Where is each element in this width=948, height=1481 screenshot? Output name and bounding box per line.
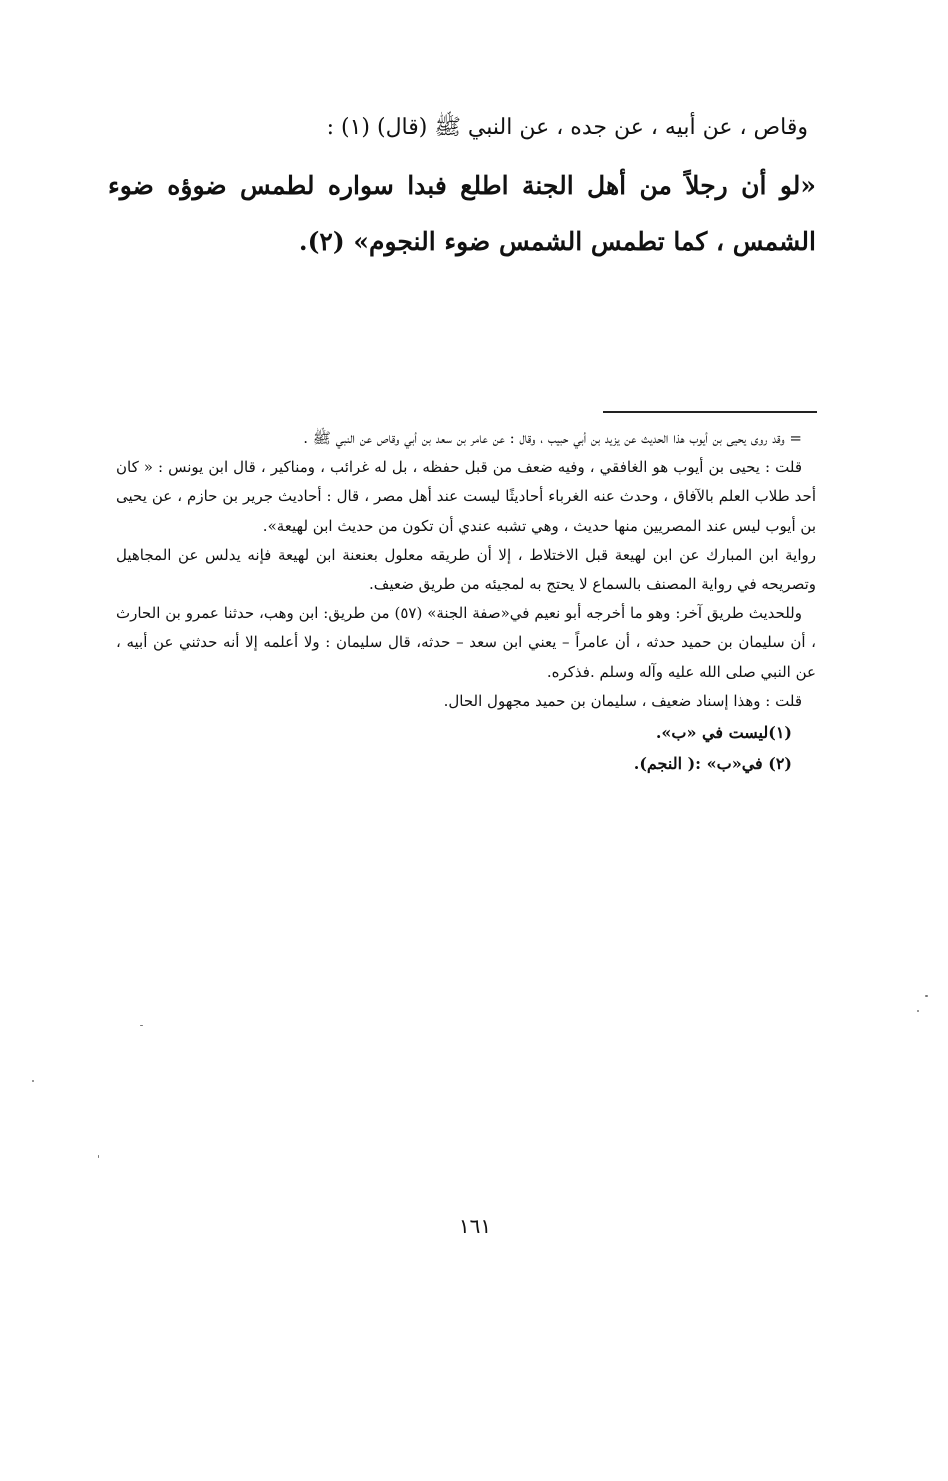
intro-line: وقاص ، عن أبيه ، عن جده ، عن النبي ﷺ (قال) (١) : [326, 115, 808, 140]
footnote-separator [603, 411, 817, 413]
note-paragraph-5: قلت : وهذا إسناد ضعيف ، سليمان بن حميد مجهول الحال. [443, 691, 802, 710]
page-number: ١٦١ [458, 1214, 492, 1238]
notes-section [116, 424, 816, 778]
scan-speck [140, 1025, 143, 1026]
footnote-2: (٢) في«ب» :( النجم). [633, 754, 792, 774]
note-paragraph-1: = وقد روى يحيى بن أيوب هذا الحديث عن يزيد بن أبي حبيب ، وقال : عن عامر بن سعد بن أبي وقاص عن النبي ﷺ . [303, 429, 802, 447]
scan-speck [98, 1155, 99, 1158]
hadith-text: «لو أن رجلاً من أهل الجنة اطلع فبدا سواره لطمس ضوؤه ضوء الشمس ، كما تطمس الشمس ضوء النجوم» (٢). [108, 171, 816, 256]
note-paragraph-4: وللحديث طريق آخر: وهو ما أخرجه أبو نعيم في«صفة الجنة» (٥٧) من طريق: ابن وهب، حدثنا عمرو بن الحارث ، أن سليمان بن حميد حدثه ، أن عامراً – يعني ابن سعد – حدثه، قال سليمان : ولا أعلمه إلا أنه حدثني عن أبيه ، عن النبي صلى الله عليه وآله وسلم .فذكره. [116, 604, 816, 681]
scan-speck [32, 1080, 34, 1082]
footnote-1: (١)ليست في «ب». [655, 723, 792, 743]
scan-speck [925, 995, 928, 997]
note-paragraph-3: رواية ابن المبارك عن ابن لهيعة قبل الاختلاط ، إلا أن طريقه معلول بعنعنة ابن لهيعة فإنه يدلس عن المجاهيل وتصريحه في رواية المصنف بالسماع لا يحتج به لمجيئه من طريق ضعيف. [116, 545, 816, 594]
scan-speck [917, 1010, 919, 1012]
note-paragraph-2: قلت : يحيى بن أيوب هو الغافقي ، وفيه ضعف من قبل حفظه ، بل له غرائب ، ومناكير ، قال ابن يونس : « كان أحد طلاب العلم بالآفاق ، وحدث عنه الغرباء أحاديثًا ليست عند أهل مصر ، قال : أحاديث جرير بن حازم ، عن يحيى بن أيوب ليس عند المصريين منها حديث ، وهي تشبه عندي أن تكون من حديث ابن لهيعة». [116, 458, 816, 535]
